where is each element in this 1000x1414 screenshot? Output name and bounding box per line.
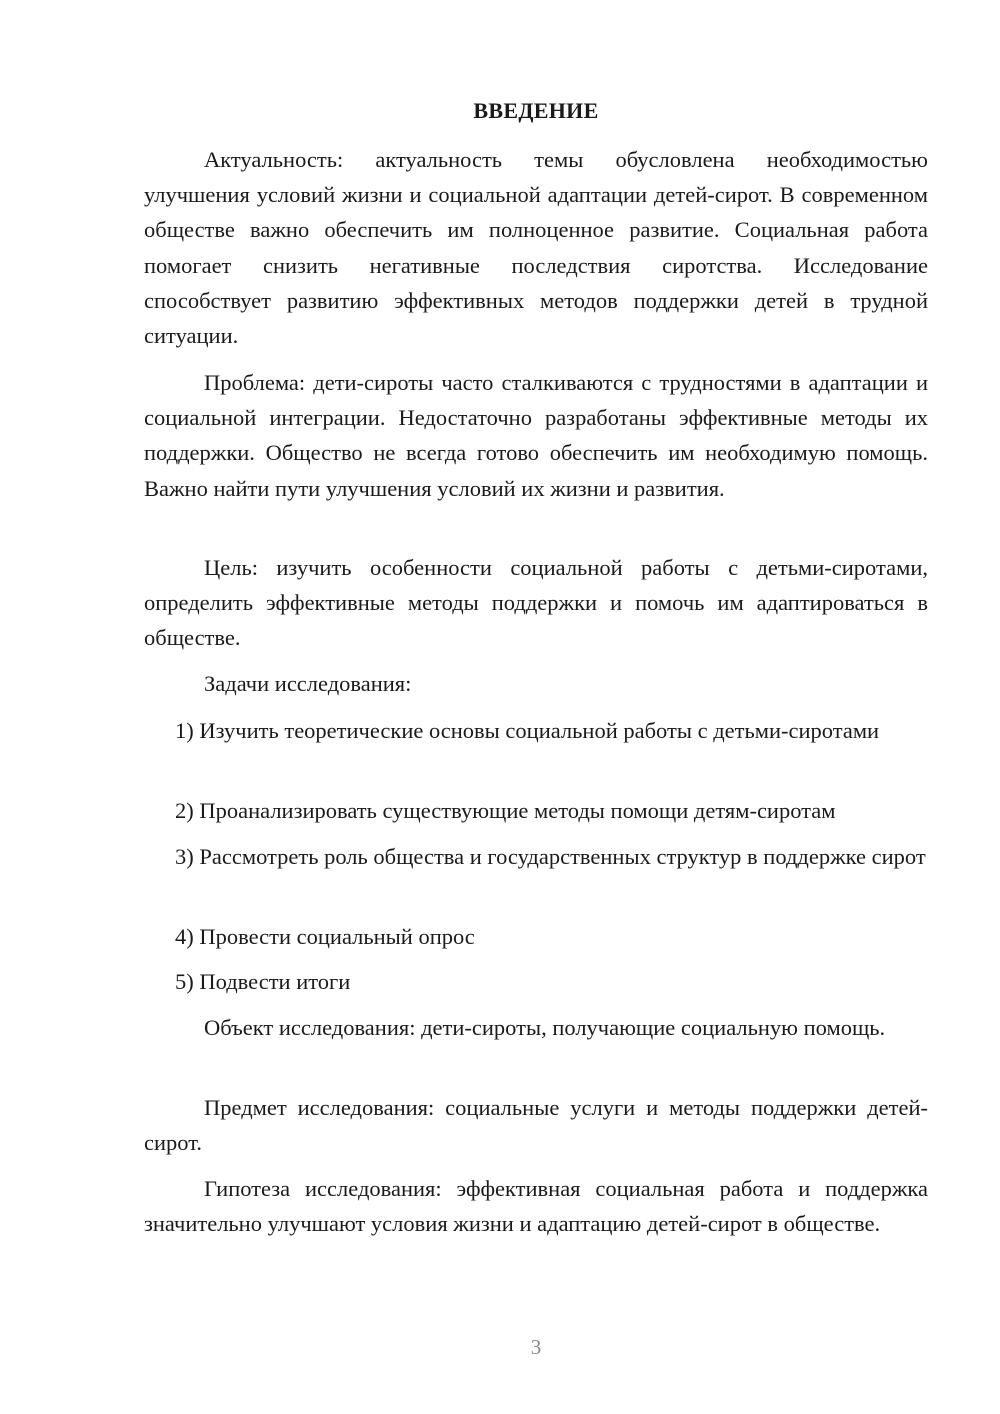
object-paragraph: Объект исследования: дети-сироты, получающие социальную помощь. — [204, 1015, 886, 1040]
page-title: ВВЕДЕНИЕ — [473, 98, 599, 123]
task-item-2: 2) Проанализировать существующие методы помощи детям-сиротам — [175, 798, 836, 823]
relevance-paragraph: Актуальность: актуальность темы обусловлена необходимостью улучшения условий жизни и социальной адаптации детей-сирот. В современном обществе важно обеспечить им полноценное развитие. Социальная работа помогает снизить негативные последствия сиротства. Исследование способствует развитию эффективных методов поддержки детей в трудной ситуации. — [144, 147, 928, 349]
task-item-4: 4) Провести социальный опрос — [175, 924, 475, 949]
goal-paragraph: Цель: изучить особенности социальной работы с детьми-сиротами, определить эффективные методы поддержки и помочь им адаптироваться в обществе. — [144, 555, 928, 651]
hypothesis-paragraph: Гипотеза исследования: эффективная социальная работа и поддержка значительно улучшают условия жизни и адаптацию детей-сирот в обществе. — [144, 1176, 928, 1237]
task-item-1: 1) Изучить теоретические основы социальной работы с детьми-сиротами — [175, 718, 880, 743]
problem-paragraph: Проблема: дети-сироты часто сталкиваются с трудностями в адаптации и социальной интеграции. Недостаточно разработаны эффективные методы их поддержки. Общество не всегда готово обеспечить им необходимую помощь. Важно найти пути улучшения условий их жизни и развития. — [144, 370, 928, 501]
subject-paragraph: Предмет исследования: социальные услуги и методы поддержки детей-сирот. — [144, 1095, 928, 1156]
tasks-heading: Задачи исследования: — [204, 671, 412, 696]
task-item-5: 5) Подвести итоги — [175, 969, 351, 994]
page-number: 3 — [530, 1335, 542, 1359]
task-item-3: 3) Рассмотреть роль общества и государственных структур в поддержке сирот — [175, 844, 926, 869]
